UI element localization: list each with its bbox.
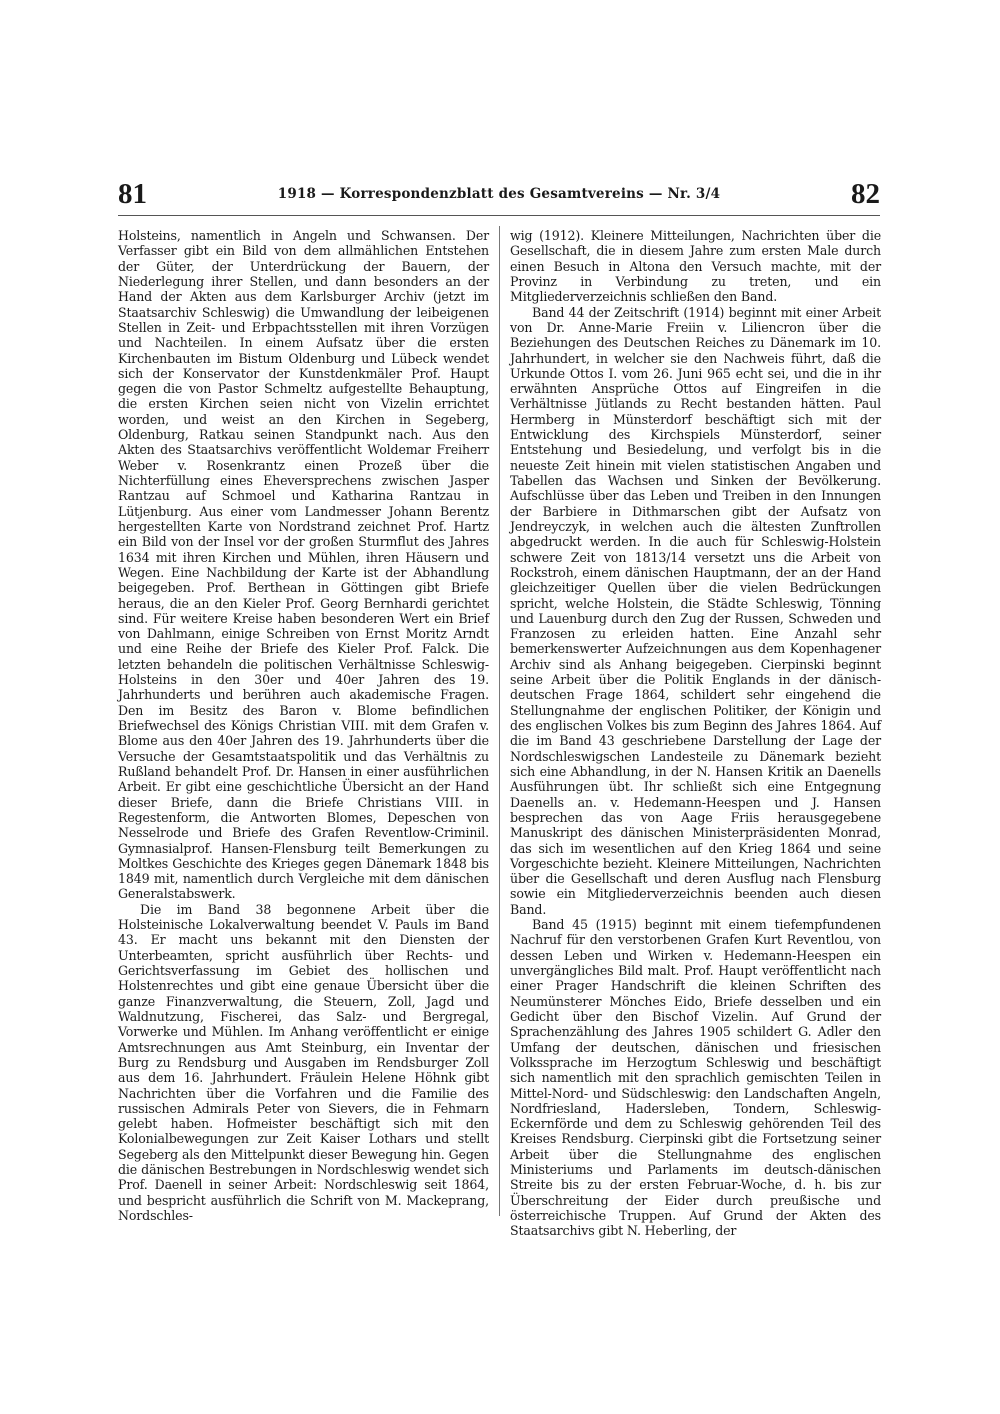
left-paragraph-1: Holsteins, namentlich in Angeln und Schwansen. Der Verfasser gibt ein Bild von dem allmählichen Entstehen der Güter, der Unterdrückung der Bauern, der Niederlegung ihrer Stellen, und dann besonders an der Hand der Akten aus dem Karlsburger Archiv (jetzt im Staatsarchiv Schleswig) die Umwandlung der leibeigenen Stellen in Zeit- und Erbpachtsstellen mit ihren Vorzügen und Nachteilen. In einem Aufsatz über die ersten Kirchenbauten im Bistum Oldenburg und Lübeck wendet sich der Konservator der Kunstdenkmäler Prof. Haupt gegen die von Pastor Schmeltz aufgestellte Behauptung, die ersten Kirchen seien nicht von Vizelin errichtet worden, und weist an den Kirchen in Segeberg, Oldenburg, Ratkau seinen Standpunkt nach. Aus den Akten des Staatsarchivs veröffentlicht Woldemar Freiherr Weber v. Rosenkrantz einen Prozeß über die Nichterfüllung eines Eheversprechens zwischen Jasper Rantzau auf Schmoel und Katharina Rantzau in Lütjenburg. Aus einer vom Landmesser Johann Berentz hergestellten Karte von Nordstrand zeichnet Prof. Hartz ein Bild von der Insel vor der großen Sturmflut des Jahres 1634 mit ihren Kirchen und Mühlen, ihren Häusern und Wegen. Eine Nachbildung der Karte ist der Abhandlung beigegeben. Prof. Berthean in Göttingen gibt Briefe heraus, die an den Kieler Prof. Georg Bernhardi gerichtet sind. Für weitere Kreise haben besonderen Wert ein Brief von Dahlmann, einige Schreiben von Ernst Moritz Arndt und eine Reihe der Briefe des Kieler Prof. Falck. Die letzten behandeln die politischen Verhältnisse Schleswig-Holsteins in den 30er und 40er Jahren des 19. Jahrhunderts und berühren auch akademische Fragen. Den im Besitz des Baron v. Blome befindlichen Briefwechsel des Königs Christian VIII. mit dem Grafen v. Blome aus den 40er Jahren des 19. Jahrhunderts über die Versuche der Gesamtstaatspolitik und das Verhältnis zu Rußland behandelt Prof. Dr. Hansen in einer ausführlichen Arbeit. Er gibt eine geschichtliche Übersicht an der Hand dieser Briefe, dann die Briefe Christians VIII. in Regestenform, die Antworten Blomes, Depeschen von Nesselrode und Briefe des Grafen Reventlow-Criminil. Gymnasialprof. Hansen-Flensburg teilt Bemerkungen zu Moltkes Geschichte des Krieges gegen Dänemark 1848 bis 1849 mit, namentlich durch Vergleiche mit dem dänischen Generalstabswerk. [118, 228, 489, 902]
page-header [118, 178, 880, 218]
page-number-left: 81 [118, 178, 147, 210]
right-paragraph-3: Band 45 (1915) beginnt mit einem tiefempfundenen Nachruf für den verstorbenen Grafen Kurt Reventlou, von dessen Leben und Wirken v. Hedemann-Heespen ein unvergängliches Bild malt. Prof. Haupt veröffentlicht nach einer Prager Handschrift die kleinen Schriften des Neumünsterer Mönches Eido, Briefe desselben und ein Gedicht über den Bischof Vizelin. Auf Grund der Sprachenzählung des Jahres 1905 schildert G. Adler den Umfang der deutschen, dänischen und friesischen Volkssprache im Herzogtum Schleswig und beschäftigt sich namentlich mit den sprachlich gemischten Teilen in Mittel-Nord- und Südschleswig: den Landschaften Angeln, Nordfriesland, Hadersleben, Tondern, Schleswig-Eckernförde und dem zu Schleswig gehörenden Teil des Kreises Rendsburg. Cierpinski gibt die Fortsetzung seiner Arbeit über die Stellungnahme des englischen Ministeriums und Parlaments im deutsch-dänischen Streite bis zu der ersten Februar-Woche, d. h. bis zur Überschreitung der Eider durch preußische und österreichische Truppen. Auf Grund der Akten des Staatsarchivs gibt N. Heberling, der [510, 917, 881, 1239]
left-column [118, 228, 489, 1223]
page-number-right: 82 [851, 178, 880, 210]
right-paragraph-1: wig (1912). Kleinere Mitteilungen, Nachrichten über die Gesellschaft, die in diesem Jahre zum ersten Male durch einen Besuch in Altona den Versuch machte, mit der Provinz in Verbindung zu treten, und ein Mitgliederverzeichnis schließen den Band. [510, 228, 881, 305]
right-column [510, 228, 881, 1239]
left-paragraph-2: Die im Band 38 begonnene Arbeit über die Holsteinische Lokalverwaltung beendet V. Pauls im Band 43. Er macht uns bekannt mit den Diensten der Unterbeamten, spricht ausführlich über Rechts- und Gerichtsverfassung im Gebiet des hollischen und Holstenrechtes und gibt eine genaue Übersicht über die ganze Finanzverwaltung, die Steuern, Zoll, Jagd und Waldnutzung, Fischerei, das Salz- und Bergregal, Vorwerke und Mühlen. Im Anhang veröffentlicht er einige Amtsrechnungen aus Amt Steinburg, ein Inventar der Burg zu Rendsburg und Ausgaben im Rendsburger Zoll aus dem 16. Jahrhundert. Fräulein Helene Höhnk gibt Nachrichten über die Vorfahren und die Familie des russischen Admirals Peter von Sievers, die in Fehmarn gelebt haben. Hofmeister beschäftigt sich mit den Kolonialbewegungen zur Zeit Kaiser Lothars und stellt Segeberg als den Mittelpunkt dieser Bewegung hin. Gegen die dänischen Bestrebungen in Nordschleswig wendet sich Prof. Daenell in seiner Arbeit: Nordschleswig seit 1864, und bespricht ausführlich die Schrift von M. Mackeprang, Nordschles- [118, 901, 489, 1223]
running-title: 1918 — Korrespondenzblatt des Gesamtvereins — Nr. 3/4 [277, 186, 721, 202]
column-divider [499, 226, 500, 1216]
header-rule [118, 215, 880, 216]
right-paragraph-2: Band 44 der Zeitschrift (1914) beginnt mit einer Arbeit von Dr. Anne-Marie Freiin v. Liliencron über die Beziehungen des Deutschen Reiches zu Dänemark im 10. Jahrhundert, in welcher sie den Nachweis führt, daß die Urkunde Ottos I. vom 26. Juni 965 echt sei, und die in ihr erwähnten Ansprüche Ottos auf Eingreifen in die Verhältnisse Jütlands zu Recht bestanden hätten. Paul Hermberg in Münsterdorf beschäftigt sich mit der Entwicklung des Kirchspiels Münsterdorf, seiner Entstehung und Besiedelung, und verfolgt bis in die neueste Zeit hinein mit vielen statistischen Angaben und Tabellen das Wachsen und Sinken der Bevölkerung. Aufschlüsse über das Leben und Treiben in den Innungen der Barbiere in Dithmarschen gibt der Aufsatz von Jendreyczyk, in welchen auch die ältesten Zunftrollen abgedruckt werden. In die auch für Schleswig-Holstein schwere Zeit von 1813/14 versetzt uns die Arbeit von Rockstroh, einem dänischen Hauptmann, der an der Hand gleichzeitiger Quellen über die vielen Bedrückungen spricht, welche Holstein, die Städte Schleswig, Tönning und Lauenburg durch den Zug der Russen, Schweden und Franzosen zu erleiden hatten. Eine Anzahl sehr bemerkenswerter Aufzeichnungen aus dem Kopenhagener Archiv sind als Anhang beigegeben. Cierpinski beginnt seine Arbeit über die Politik Englands in der dänisch-deutschen Frage 1864, schildert sehr eingehend die Stellungnahme der englischen Politiker, der Königin und des englischen Volkes bis zum Beginn des Jahres 1864. Auf die im Band 43 geschriebene Darstellung der Lage der Nordschleswigschen Landesteile zu Dänemark bezieht sich eine Abhandlung, in der N. Hansen Kritik an Daenells Ausführungen übt. Ihr schließt sich eine Entgegnung Daenells an. v. Hedemann-Heespen und J. Hansen besprechen das von Aage Friis herausgegebene Manuskript des dänischen Ministerpräsidenten Monrad, das sich im wesentlichen auf den Krieg 1864 und seine Vorgeschichte bezieht. Kleinere Mitteilungen, Nachrichten über die Gesellschaft und deren Ausflug nach Flensburg sowie ein Mitgliederverzeichnis beenden auch diesen Band. [510, 304, 881, 917]
